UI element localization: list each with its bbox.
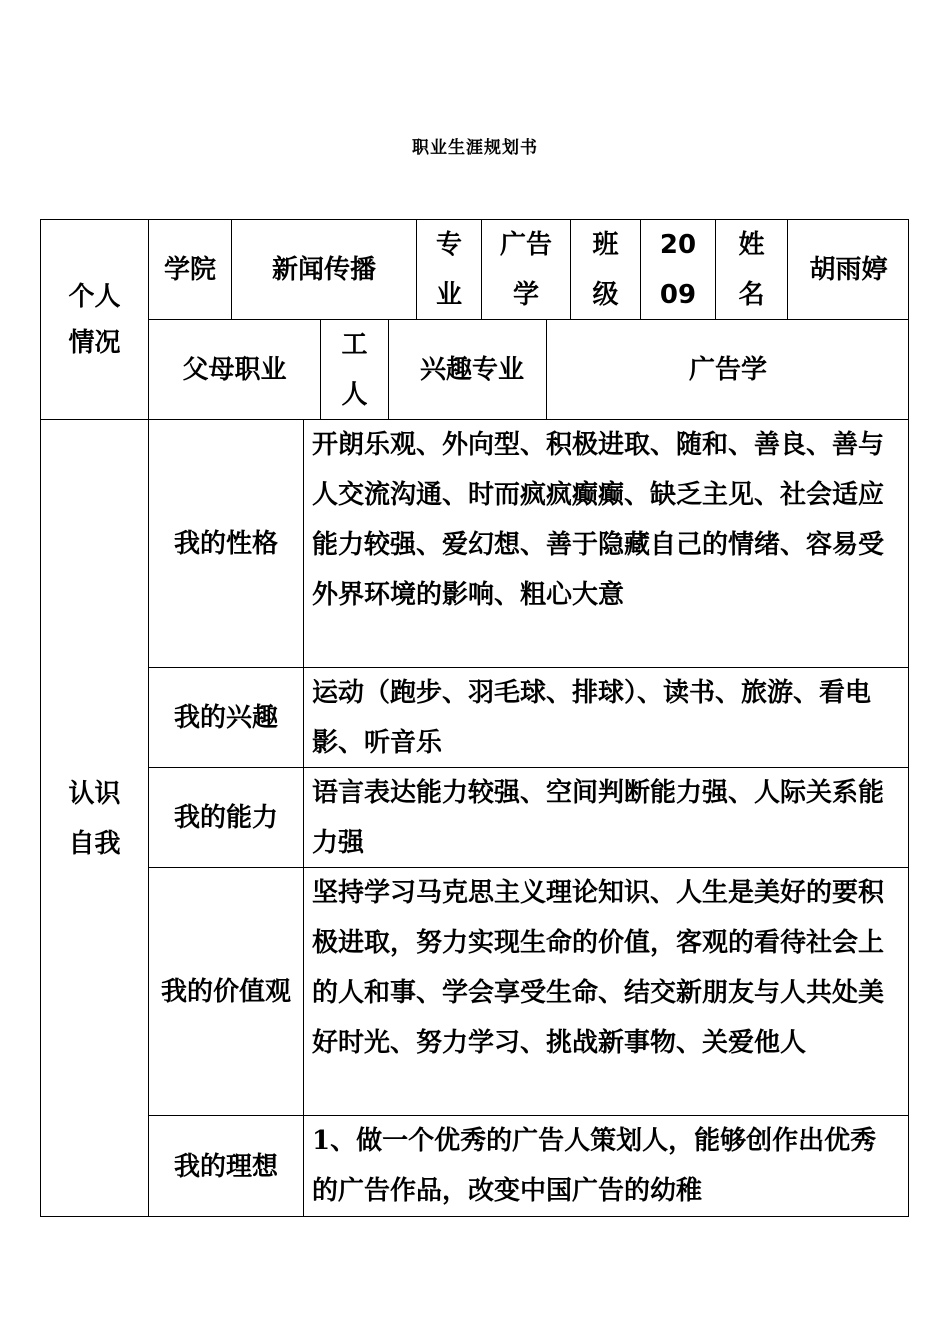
name-value: 胡雨婷 bbox=[787, 219, 909, 319]
document-title: 职业生涯规划书 bbox=[412, 138, 538, 158]
personality-value: 开朗乐观、外向型、积极进取、随和、善良、善与人交流沟通、时而疯疯癫癫、缺乏主见、社会适应能力较强、爱幻想、善于隐藏自己的情绪、容易受外界环境的影响、粗心大意 bbox=[303, 419, 909, 667]
major-label: 专业 bbox=[416, 219, 481, 319]
parents-job-value: 工人 bbox=[320, 319, 388, 419]
values-label: 我的价值观 bbox=[148, 867, 303, 1115]
table-outer-border bbox=[40, 219, 909, 1217]
values-value: 坚持学习马克思主义理论知识、人生是美好的要积极进取，努力实现生命的价值，客观的看待社会上的人和事、学会享受生命、结交新朋友与人共处美好时光、努力学习、挑战新事物、关爱他人 bbox=[303, 867, 909, 1115]
interests-value: 运动（跑步、羽毛球、排球）、读书、旅游、看电影、听音乐 bbox=[303, 667, 909, 767]
parents-job-label: 父母职业 bbox=[148, 319, 320, 419]
interest-major-value: 广告学 bbox=[546, 319, 909, 419]
interest-major-label: 兴趣专业 bbox=[388, 319, 546, 419]
college-label: 学院 bbox=[148, 219, 231, 319]
major-value: 广告学 bbox=[481, 219, 570, 319]
ideal-label: 我的理想 bbox=[148, 1115, 303, 1217]
self-knowledge-section-label: 认识自我 bbox=[40, 419, 148, 1217]
name-label: 姓名 bbox=[715, 219, 787, 319]
class-value: 2009 bbox=[640, 219, 715, 319]
college-value: 新闻传播 bbox=[231, 219, 416, 319]
class-label: 班级 bbox=[570, 219, 640, 319]
interests-label: 我的兴趣 bbox=[148, 667, 303, 767]
abilities-value: 语言表达能力较强、空间判断能力强、人际关系能力强 bbox=[303, 767, 909, 867]
abilities-label: 我的能力 bbox=[148, 767, 303, 867]
ideal-value: 1、做一个优秀的广告人策划人，能够创作出优秀的广告作品，改变中国广告的幼稚 bbox=[303, 1115, 909, 1217]
personality-label: 我的性格 bbox=[148, 419, 303, 667]
personal-section-label: 个人情况 bbox=[40, 219, 148, 419]
